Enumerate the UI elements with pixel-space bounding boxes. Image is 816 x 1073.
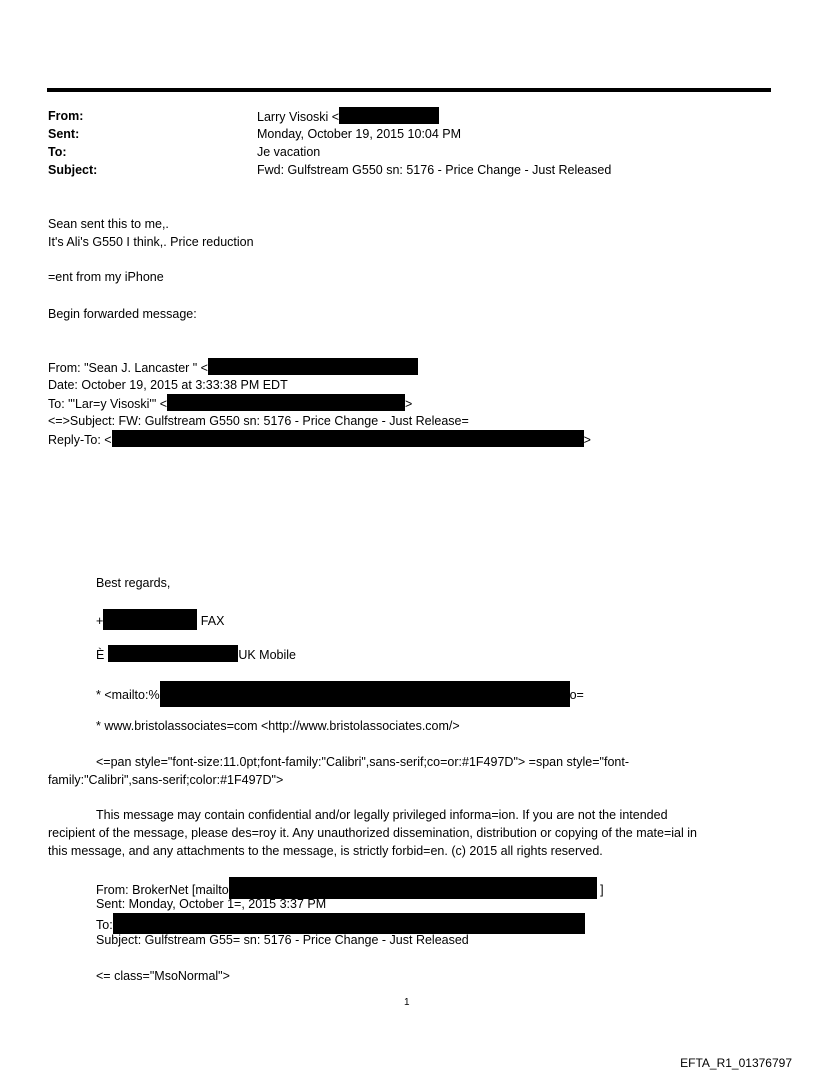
inner-from-text: From: BrokerNet [mailto: [96, 883, 229, 897]
redaction: [108, 645, 238, 662]
fwd-to-text: To: "'Lar=y Visoski'" <: [48, 397, 168, 411]
disclaimer-line-2: recipient of the message, please des=roy it. Any unauthorized dissemination, distribution or copying of the mate=ial in: [48, 826, 697, 840]
inner-from-close: ]: [600, 883, 604, 897]
mailto-end: o=: [569, 688, 584, 702]
span-line-1: <=pan style="font-size:11.0pt;font-family:"Calibri",sans-serif;co=or:#1F497D"> =span style="font-: [96, 755, 629, 769]
span-line-2: family:"Calibri",sans-serif;color:#1F497D">: [48, 773, 284, 787]
fwd-reply-to: [48, 430, 591, 449]
fax-label: FAX: [200, 614, 225, 628]
fwd-to-close: >: [405, 397, 413, 411]
subject-value: Fwd: Gulfstream G550 sn: 5176 - Price Change - Just Released: [257, 163, 612, 177]
disclaimer-line-1: This message may contain confidential and/or legally privileged informa=ion. If you are not the intended: [96, 808, 668, 822]
fax-prefix: +: [96, 614, 104, 628]
sent-value: Monday, October 19, 2015 10:04 PM: [257, 127, 462, 141]
to-value: Je vacation: [257, 145, 321, 159]
subject-label: Subject:: [48, 163, 98, 177]
redaction: [112, 430, 584, 447]
disclaimer-line-3: this message, and any attachments to the message, is strictly forbid=en. (c) 2015 all rights reserved.: [48, 844, 603, 858]
website-line[interactable]: * www.bristolassociates=com <http://www.bristolassociates.com/>: [96, 719, 460, 733]
from-value: [257, 107, 439, 126]
inner-sent: Sent: Monday, October 1=, 2015 3:37 PM: [96, 897, 327, 911]
mailto-line: [96, 681, 584, 707]
mobile-prefix: È: [96, 648, 105, 662]
fwd-to: [48, 394, 412, 413]
fwd-subject: <=>Subject: FW: Gulfstream G550 sn: 5176 - Price Change - Just Release=: [48, 414, 469, 428]
redaction: [160, 681, 570, 707]
bates-number: EFTA_R1_01376797: [680, 1056, 792, 1070]
inner-subject: Subject: Gulfstream G55= sn: 5176 - Price Change - Just Released: [96, 933, 469, 947]
page-number: 1: [404, 997, 410, 1008]
fwd-date: Date: October 19, 2015 at 3:33:38 PM EDT: [48, 378, 288, 392]
fax-line: [96, 609, 224, 630]
header-rule: [47, 88, 771, 92]
body-line-3: =ent from my iPhone: [48, 270, 164, 284]
mailto-text: * <mailto:%: [96, 688, 160, 702]
best-regards: Best regards,: [96, 576, 171, 590]
redaction: [208, 358, 418, 375]
fwd-from-text: From: "Sean J. Lancaster " <: [48, 361, 208, 375]
redaction: [339, 107, 439, 124]
to-label: To:: [48, 145, 67, 159]
from-name: Larry Visoski <: [257, 110, 340, 124]
inner-to-text: To:: [96, 918, 113, 932]
sent-label: Sent:: [48, 127, 80, 141]
redaction: [103, 609, 197, 630]
redaction: [167, 394, 405, 411]
fwd-reply-to-text: Reply-To: <: [48, 433, 112, 447]
fwd-from: [48, 358, 418, 377]
mobile-label: UK Mobile: [238, 648, 297, 662]
body-line-2: It's Ali's G550 I think,. Price reduction: [48, 235, 254, 249]
inner-class-line: <= class="MsoNormal">: [96, 969, 230, 983]
from-label: From:: [48, 109, 84, 123]
mobile-line: [96, 645, 296, 664]
body-line-1: Sean sent this to me,.: [48, 217, 169, 231]
fwd-reply-to-close: >: [583, 433, 591, 447]
body-line-4: Begin forwarded message:: [48, 307, 197, 321]
